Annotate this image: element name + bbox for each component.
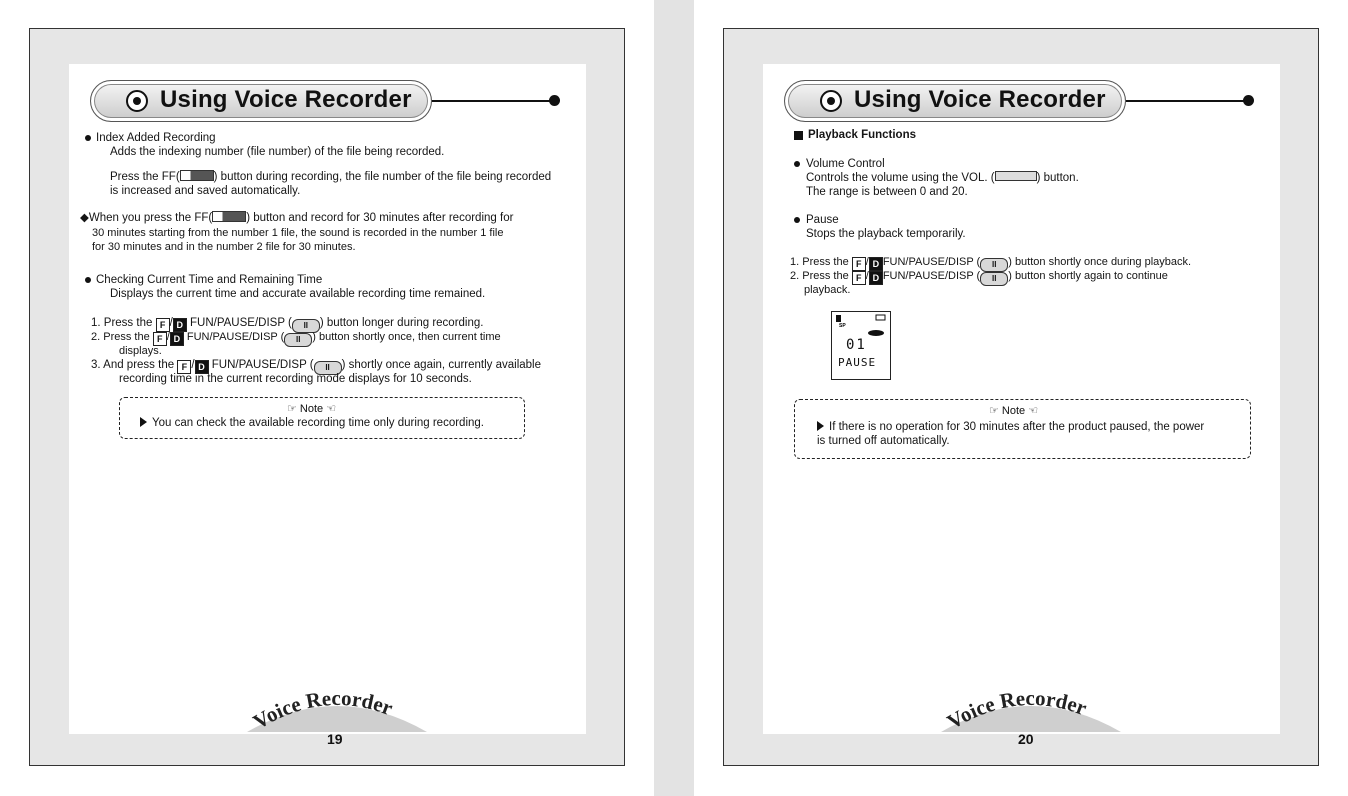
volume-desc-post: ) button. <box>1036 172 1079 184</box>
logo-text: Voice Recorder <box>942 685 1091 732</box>
volume-desc <box>806 171 1079 185</box>
d-key-icon: D <box>869 257 883 271</box>
note-line2: is turned off automatically. <box>817 435 950 447</box>
check-desc: Displays the current time and accurate available recording time remained. <box>110 288 486 300</box>
d-key-icon: D <box>869 271 883 285</box>
arrow-right-icon <box>140 417 147 427</box>
right-page <box>694 0 1348 796</box>
header-title: Using Voice Recorder <box>854 86 1106 113</box>
arrow-right-icon <box>817 421 824 431</box>
left-page-content <box>69 64 586 747</box>
step1-end: ) button shortly once during playback. <box>1008 256 1192 268</box>
step2-line2: playback. <box>804 284 851 296</box>
square-bullet-icon <box>794 131 803 140</box>
ff-line2: is increased and saved automatically. <box>110 185 301 197</box>
diamond-line1-pre: When you press the FF( <box>88 212 213 224</box>
voice-recorder-logo <box>931 680 1131 732</box>
step1-pre: 1. Press the <box>91 317 153 329</box>
f-key-icon: F <box>852 257 866 271</box>
logo-text: Voice Recorder <box>248 685 397 732</box>
f-key-icon: F <box>156 318 170 332</box>
diamond-line1-post: ) button and record for 30 minutes after recording for <box>246 212 514 224</box>
step2-line2: displays. <box>119 345 162 357</box>
step1-post: FUN/PAUSE/DISP ( <box>189 317 292 329</box>
left-header <box>90 80 560 124</box>
ff-button-icon <box>212 211 246 222</box>
volume-button-icon <box>995 171 1037 181</box>
step2-post: FUN/PAUSE/DISP ( <box>882 270 981 282</box>
ff-line1-post: ) button during recording, the file number of the file being recorded <box>213 171 552 183</box>
diamond-icon: ◆ <box>80 212 89 224</box>
step1-end: ) button longer during recording. <box>319 317 484 329</box>
header-dot <box>1243 95 1254 106</box>
note-line1 <box>817 420 1204 434</box>
index-title: Index Added Recording <box>96 132 216 144</box>
lcd-number: 01 <box>846 337 867 353</box>
right-page-content <box>763 64 1280 747</box>
f-key-icon: F <box>177 360 191 374</box>
svg-text:SP: SP <box>839 323 846 329</box>
step3-line2: recording time in the current recording mode displays for 10 seconds. <box>119 373 472 385</box>
right-header <box>784 80 1254 124</box>
note-title: ☞ Note ☜ <box>989 405 1039 417</box>
step3-end: ) shortly once again, currently available <box>341 359 541 371</box>
step1-pre: 1. Press the <box>790 256 849 268</box>
note-title: ☞ Note ☜ <box>287 403 337 415</box>
step1: 1. Press the F / D FUN/PAUSE/DISP ( II ) button shortly once during playback. <box>790 255 1191 272</box>
logo-graphic <box>931 680 1131 732</box>
pause-button-icon: II <box>284 333 312 347</box>
page-number: 20 <box>1018 731 1034 747</box>
left-page <box>0 0 654 796</box>
right-page-frame <box>723 28 1319 766</box>
d-key-icon: D <box>173 318 187 332</box>
note-box <box>794 399 1251 459</box>
f-key-icon: F <box>852 271 866 285</box>
f-key-icon: F <box>153 332 167 346</box>
d-key-icon: D <box>170 332 184 346</box>
step3-pre: 3. And press the <box>91 359 175 371</box>
step2: 2. Press the F / D FUN/PAUSE/DISP ( II ) button shortly once, then current time <box>91 330 501 347</box>
record-icon <box>126 90 148 112</box>
logo-graphic <box>237 680 437 732</box>
diamond-line1 <box>80 211 513 225</box>
header-line <box>1126 100 1248 102</box>
section-title: Playback Functions <box>808 129 917 141</box>
step3: 3. And press the F / D FUN/PAUSE/DISP ( II ) shortly once again, currently available <box>91 358 541 375</box>
page-number: 19 <box>327 731 343 747</box>
step2-pre: 2. Press the <box>790 270 849 282</box>
lcd-display <box>831 311 891 380</box>
check-title: Checking Current Time and Remaining Time <box>96 274 323 286</box>
index-desc: Adds the indexing number (file number) of the file being recorded. <box>110 146 445 158</box>
note-box <box>119 397 525 439</box>
note-text-label: You can check the available recording time only during recording. <box>152 417 484 429</box>
left-page-frame <box>29 28 625 766</box>
pause-button-icon: II <box>314 361 342 375</box>
header-dot <box>549 95 560 106</box>
diamond-line3: for 30 minutes and in the number 2 file for 30 minutes. <box>92 241 356 253</box>
volume-title: Volume Control <box>806 158 885 170</box>
bullet-icon <box>794 217 800 223</box>
pause-title: Pause <box>806 214 839 226</box>
volume-desc-pre: Controls the volume using the VOL. ( <box>806 172 995 184</box>
pause-button-icon: II <box>980 272 1008 286</box>
step1: 1. Press the F / D FUN/PAUSE/DISP ( II ) button longer during recording. <box>91 316 483 333</box>
step2-end: ) button shortly again to continue <box>1008 270 1168 282</box>
voice-recorder-logo <box>237 680 437 732</box>
step2: 2. Press the F / D FUN/PAUSE/DISP ( II ) button shortly again to continue <box>790 269 1168 286</box>
ff-line1 <box>110 170 551 184</box>
bullet-icon <box>794 161 800 167</box>
step2-pre: 2. Press the <box>91 331 150 343</box>
diamond-line2: 30 minutes starting from the number 1 file, the sound is recorded in the number 1 file <box>92 227 504 239</box>
bullet-icon <box>85 135 91 141</box>
ff-button-icon <box>180 170 214 181</box>
step3-post: FUN/PAUSE/DISP ( <box>211 359 314 371</box>
note-text <box>140 416 484 430</box>
volume-range: The range is between 0 and 20. <box>806 186 968 198</box>
d-key-icon: D <box>195 360 209 374</box>
lcd-status: PAUSE <box>838 356 877 369</box>
ff-line1-pre: Press the FF( <box>110 171 180 183</box>
bullet-icon <box>85 277 91 283</box>
record-icon <box>820 90 842 112</box>
header-title: Using Voice Recorder <box>160 86 412 113</box>
step1-post: FUN/PAUSE/DISP ( <box>882 256 981 268</box>
pause-button-icon: II <box>980 258 1008 272</box>
pause-button-icon: II <box>292 319 320 333</box>
step2-post: FUN/PAUSE/DISP ( <box>186 331 285 343</box>
header-line <box>432 100 554 102</box>
pause-desc: Stops the playback temporarily. <box>806 228 966 240</box>
step2-end: ) button shortly once, then current time <box>312 331 501 343</box>
note-line1-text: If there is no operation for 30 minutes after the product paused, the power <box>829 421 1205 433</box>
